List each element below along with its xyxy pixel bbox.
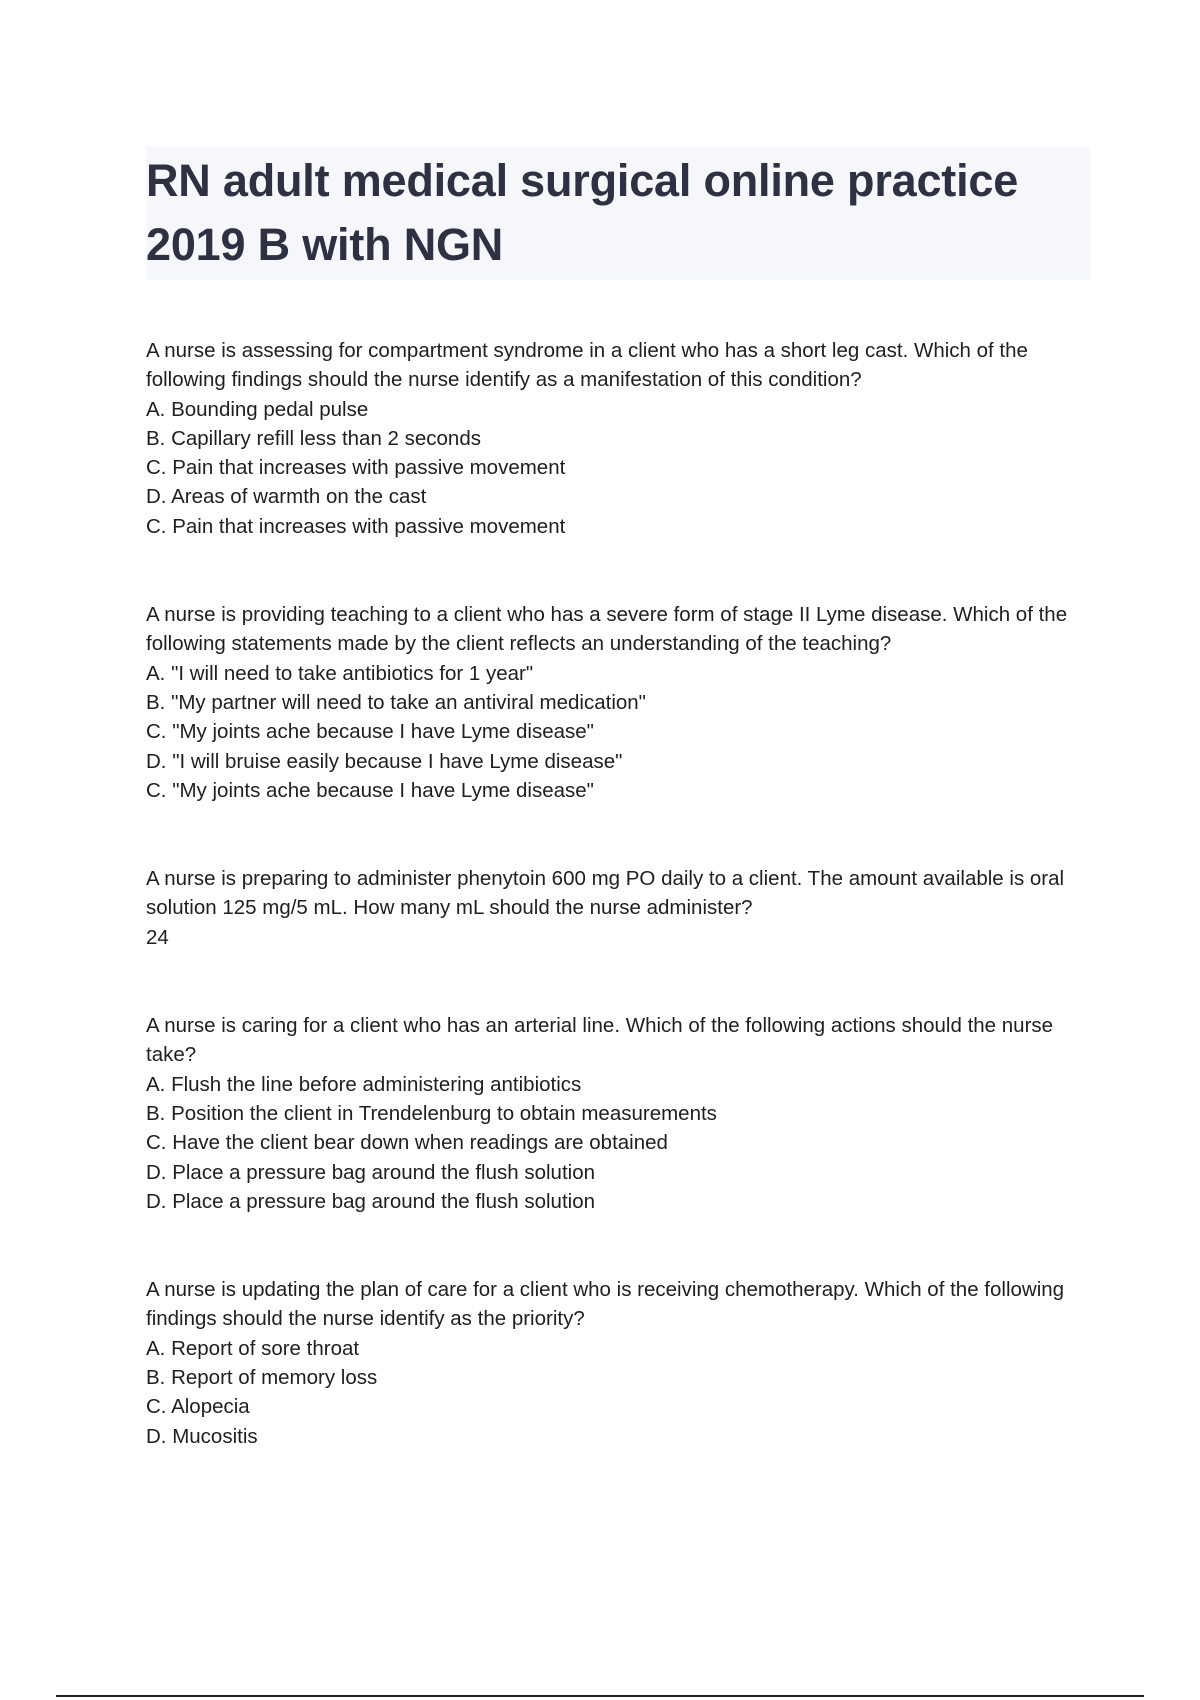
document-title: RN adult medical surgical online practice 2019 B with NGN	[146, 155, 1019, 270]
answer-option: C. "My joints ache because I have Lyme disease"	[146, 720, 594, 744]
answer-option: A. Report of sore throat	[146, 1336, 360, 1360]
answer-option: A. "I will need to take antibiotics for 1 year"	[146, 661, 534, 685]
answer-option: D. Areas of warmth on the cast	[146, 485, 427, 509]
answer-option: D. Mucositis	[146, 1424, 258, 1448]
answer-option: A. Flush the line before administering antibiotics	[146, 1072, 582, 1096]
question-4	[146, 1011, 1090, 1216]
question-stem: A nurse is assessing for compartment syndrome in a client who has a short leg cast. Which of the following findings should the nurse identify as a manifestation of this condition?	[146, 339, 1028, 392]
answer-options	[146, 923, 1090, 952]
correct-answer: D. Place a pressure bag around the flush solution	[146, 1189, 595, 1213]
answer-option: A. Bounding pedal pulse	[146, 397, 369, 421]
footer-divider	[56, 1695, 1144, 1697]
question-1	[146, 336, 1090, 541]
question-stem: A nurse is providing teaching to a client who has a severe form of stage II Lyme disease. Which of the following statements made by the client reflects an understanding of the teaching?	[146, 603, 1068, 656]
correct-answer: 24	[146, 925, 169, 949]
answer-option: B. Capillary refill less than 2 seconds	[146, 426, 481, 450]
question-stem: A nurse is preparing to administer phenytoin 600 mg PO daily to a client. The amount available is oral solution 125 mg/5 mL. How many mL should the nurse administer?	[146, 867, 1065, 920]
answer-option: B. "My partner will need to take an antiviral medication"	[146, 690, 646, 714]
title-banner	[146, 146, 1090, 280]
question-2	[146, 600, 1090, 805]
question-stem: A nurse is caring for a client who has an arterial line. Which of the following actions should the nurse take?	[146, 1014, 1054, 1067]
answer-option: B. Position the client in Trendelenburg to obtain measurements	[146, 1101, 717, 1125]
answer-options	[146, 1334, 1090, 1451]
question-list	[146, 336, 1090, 1451]
question-stem: A nurse is updating the plan of care for a client who is receiving chemotherapy. Which of the following findings should the nurse identify as the priority?	[146, 1278, 1065, 1331]
question-3	[146, 864, 1090, 952]
answer-option: C. Have the client bear down when readings are obtained	[146, 1131, 668, 1155]
answer-option: B. Report of memory loss	[146, 1366, 378, 1390]
answer-option: C. Alopecia	[146, 1395, 250, 1419]
correct-answer: C. Pain that increases with passive movement	[146, 514, 566, 538]
answer-options	[146, 1070, 1090, 1216]
answer-option: D. Place a pressure bag around the flush solution	[146, 1160, 595, 1184]
answer-option: C. Pain that increases with passive movement	[146, 456, 566, 480]
answer-options	[146, 395, 1090, 541]
correct-answer: C. "My joints ache because I have Lyme disease"	[146, 778, 594, 802]
question-5	[146, 1275, 1090, 1451]
answer-option: D. "I will bruise easily because I have Lyme disease"	[146, 749, 623, 773]
answer-options	[146, 659, 1090, 805]
